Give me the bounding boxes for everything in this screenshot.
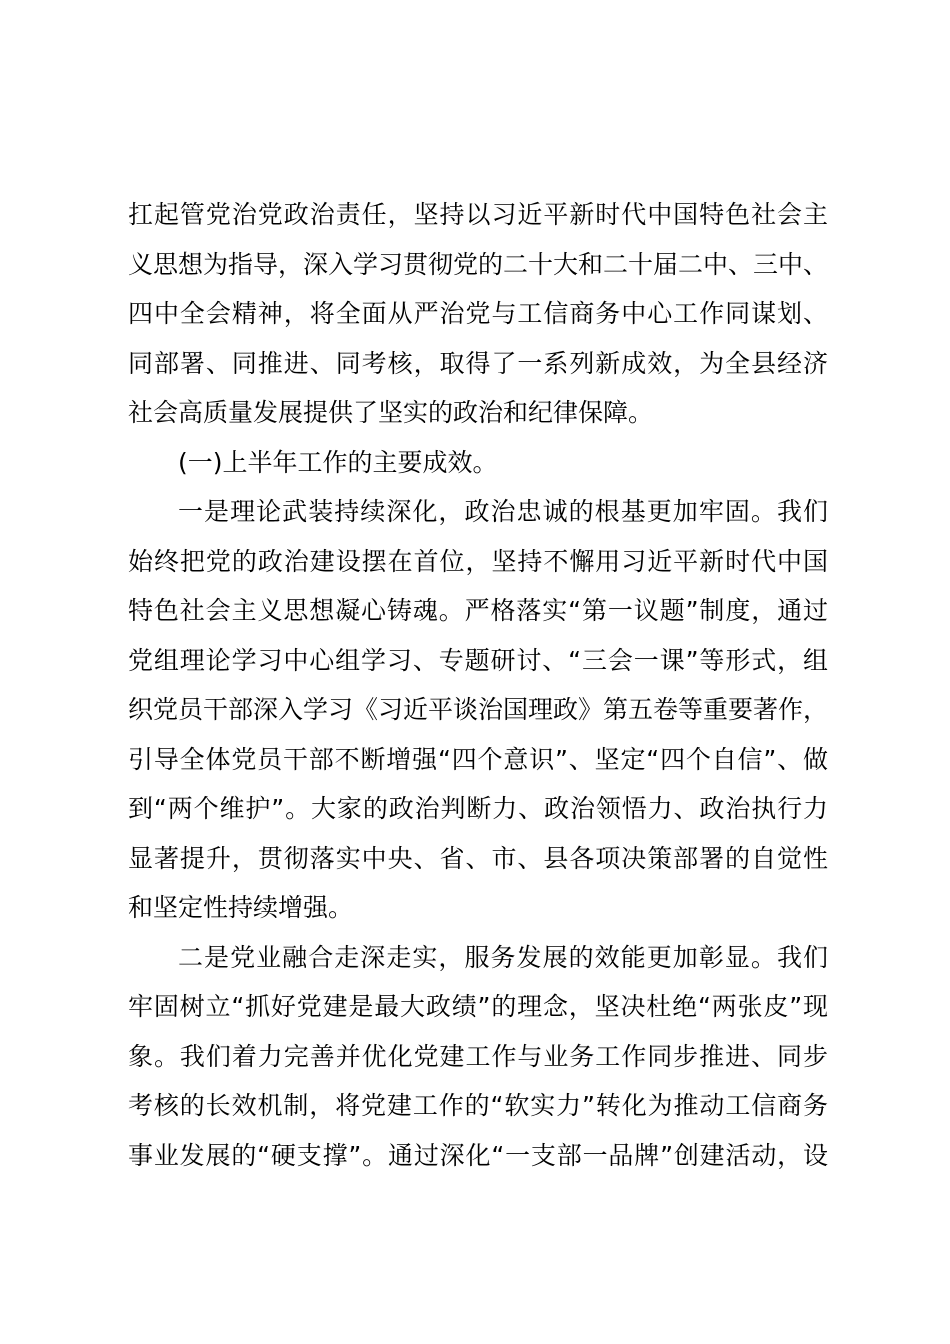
text-line: 织党员干部深入学习《习近平谈治国理政》第五卷等重要著作，	[128, 695, 829, 724]
text-line: 引导全体党员干部不断增强“四个意识”、坚定“四个自信”、做	[128, 744, 828, 774]
text-line: 同部署、同推进、同考核，取得了一系列新成效，为全县经济	[128, 348, 828, 378]
text-line: 党组理论学习中心组学习、专题研讨、“三会一课”等形式，组	[128, 645, 828, 675]
text-line: 牢固树立“抓好党建是最大政绩”的理念，坚决杜绝“两张皮”现	[128, 992, 828, 1021]
text-line: 始终把党的政治建设摆在首位，坚持不懈用习近平新时代中国	[128, 546, 828, 576]
text-line: 义思想为指导，深入学习贯彻党的二十大和二十届二中、三中、	[128, 249, 829, 279]
document-body	[128, 190, 828, 1180]
text-line: 扛起管党治党政治责任，坚持以习近平新时代中国特色社会主	[128, 200, 828, 229]
text-line: 事业发展的“硬支撑”。通过深化“一支部一品牌”创建活动，设	[128, 1140, 828, 1170]
text-line: 社会高质量发展提供了坚实的政治和纪律保障。	[128, 398, 654, 427]
text-line: 特色社会主义思想凝心铸魂。严格落实“第一议题”制度，通过	[128, 596, 828, 625]
text-line: 和坚定性持续增强。	[128, 893, 354, 922]
paragraph-first-line: 二是党业融合走深走实，服务发展的效能更加彰显。我们	[178, 942, 828, 972]
text-line: 到“两个维护”。大家的政治判断力、政治领悟力、政治执行力	[128, 794, 828, 823]
text-line: 象。我们着力完善并优化党建工作与业务工作同步推进、同步	[128, 1041, 828, 1071]
text-line: 考核的长效机制，将党建工作的“软实力”转化为推动工信商务	[128, 1091, 828, 1120]
paragraph-first-line: 一是理论武装持续深化，政治忠诚的根基更加牢固。我们	[178, 497, 828, 526]
text-line: 显著提升，贯彻落实中央、省、市、县各项决策部署的自觉性	[128, 843, 828, 873]
text-line: 四中全会精神，将全面从严治党与工信商务中心工作同谋划、	[128, 299, 828, 328]
section-heading: (一)上半年工作的主要成效。	[178, 447, 498, 477]
